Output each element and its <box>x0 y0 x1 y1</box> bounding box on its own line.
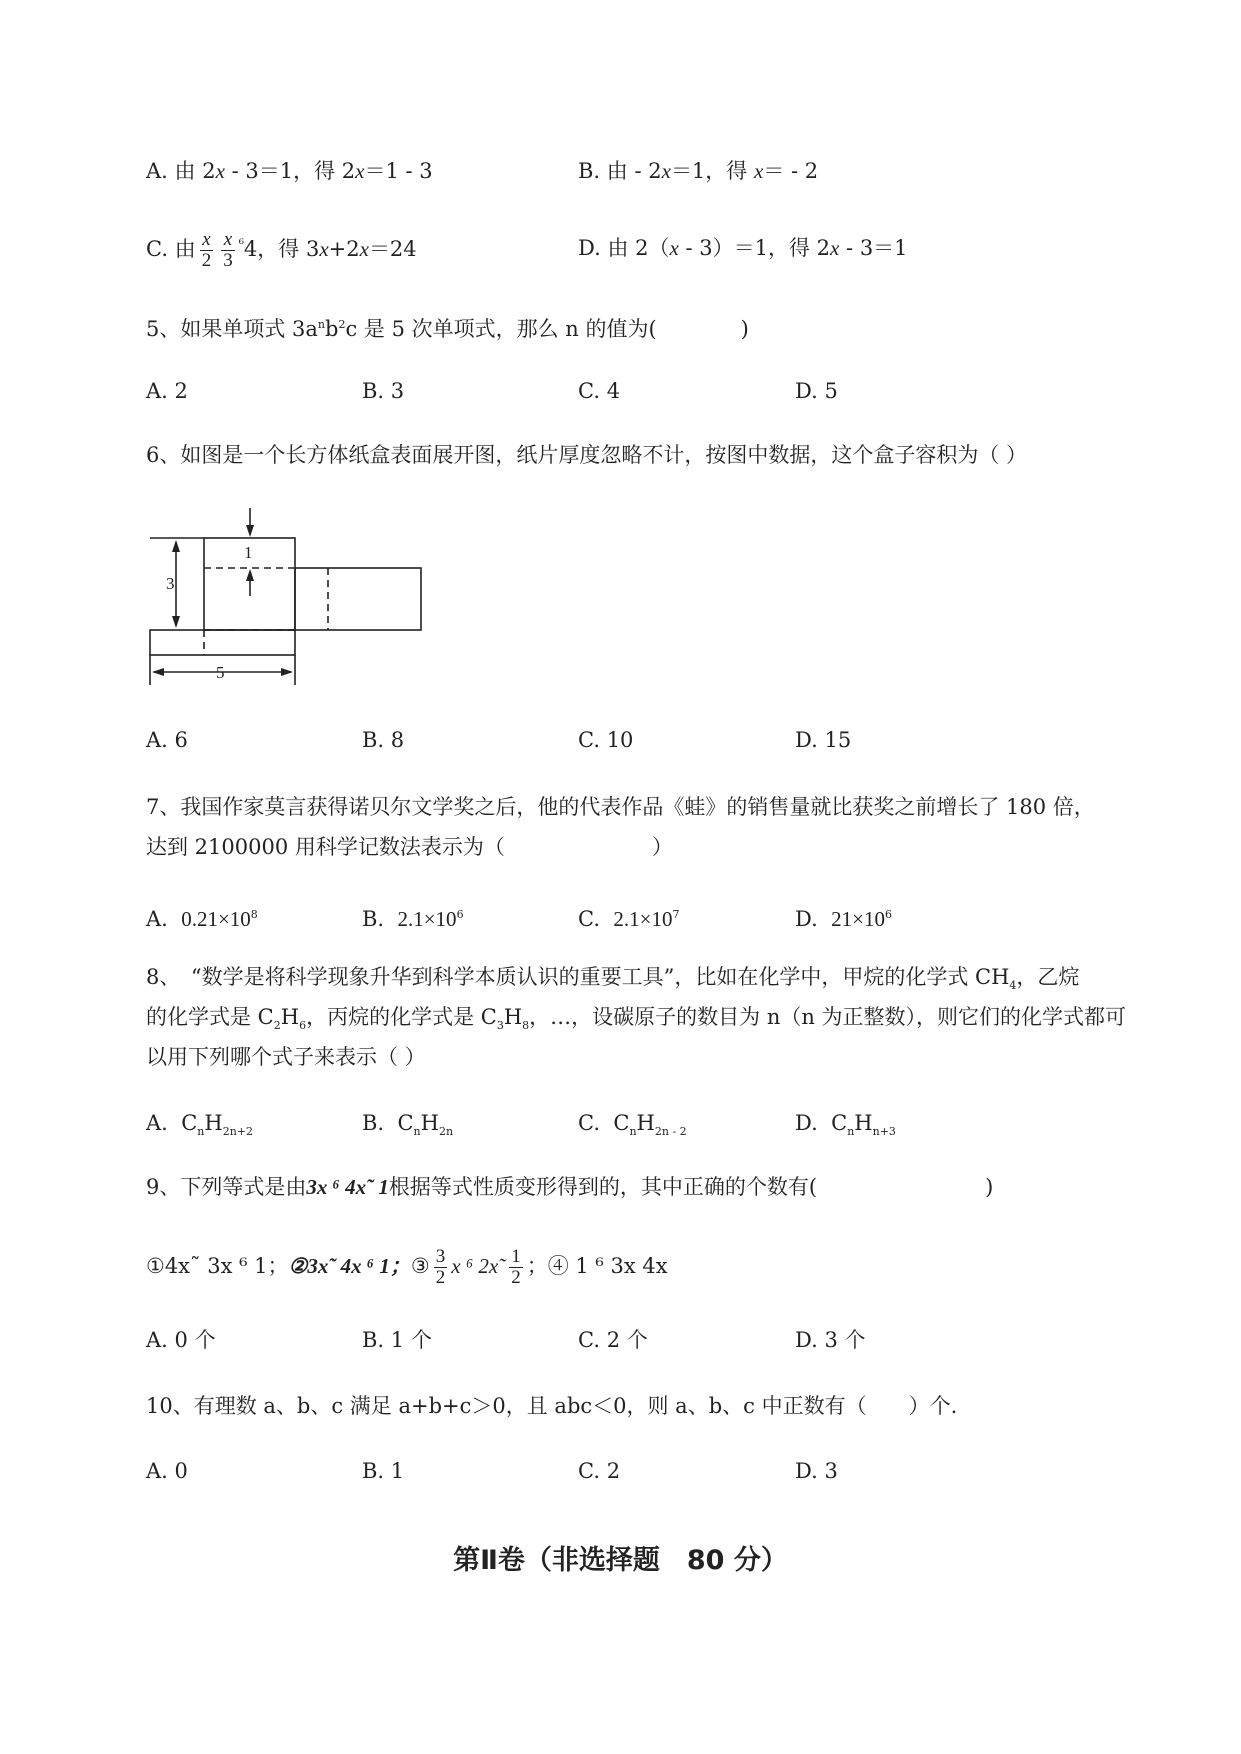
q5-sup: 2 <box>338 318 346 331</box>
q9-option-c <box>578 1325 648 1355</box>
q8-option-c <box>578 1108 687 1147</box>
option-label: B. <box>362 728 385 752</box>
q4-option-b <box>578 156 818 186</box>
q9-item-4: ④ 1 ⁶ 3x 4x <box>547 1254 668 1278</box>
q9-items <box>146 1246 668 1288</box>
q8-text: ，…，设碳原子的数目为 n（n 为正整数），则它们的化学式都可 <box>529 1005 1127 1029</box>
garbled-glyph: ⁶ <box>238 237 244 252</box>
q5-option-b <box>362 376 404 406</box>
option-value: 2 <box>174 379 188 403</box>
var-x: x <box>359 237 369 261</box>
q10-option-b <box>362 1456 404 1486</box>
frac-den: 3 <box>223 250 233 271</box>
option-label: D. <box>795 728 818 752</box>
exponent: 7 <box>672 908 680 921</box>
q9-item-1: ①4x˜ 3x ⁶ 1； <box>146 1254 289 1278</box>
q9-item-3: ③ <box>410 1254 430 1278</box>
exponent: 6 <box>884 908 892 921</box>
option-label: C. <box>578 1328 600 1352</box>
q4-option-c <box>146 230 417 271</box>
q9-stem <box>146 1172 993 1202</box>
formula: C <box>397 1111 414 1135</box>
q5-option-d <box>795 376 838 406</box>
q8-text: ，乙烷 <box>1016 965 1080 989</box>
q9-equation: 3x ⁶ 4x˜ 1 <box>306 1175 389 1199</box>
var-x: x <box>669 236 679 260</box>
subscript: 2n - 2 <box>654 1125 687 1139</box>
q4-option-d <box>578 233 908 263</box>
option-label: D. <box>578 236 601 260</box>
q7-stem-line1: 7、我国作家莫言获得诺贝尔文学奖之后，他的代表作品《蛙》的销售量就比获奖之前增长了 180 倍， <box>146 795 1095 819</box>
option-value: 1 个 <box>390 1328 432 1352</box>
q5-text: 5、如果单项式 3a <box>146 317 318 341</box>
arrow-down-icon <box>246 525 254 537</box>
option-label: B. <box>362 1328 385 1352</box>
q4-a-text: - 3＝1，得 2 <box>224 159 356 183</box>
option-value: 8 <box>390 728 405 752</box>
label-5: 5 <box>216 663 225 682</box>
net-face-right <box>295 568 421 630</box>
var-x: x <box>830 236 840 260</box>
option-value: 2.1×10 <box>397 907 457 931</box>
option-label: A. <box>146 1111 168 1135</box>
fraction <box>509 1247 523 1288</box>
var-x: x <box>215 159 225 183</box>
subscript: n+3 <box>872 1125 896 1139</box>
option-value: 5 <box>824 379 838 403</box>
option-value: 3 个 <box>824 1328 866 1352</box>
q10-option-c <box>578 1456 620 1486</box>
option-label: A. <box>146 907 168 931</box>
arrow-up-icon <box>172 540 180 552</box>
option-label: D. <box>795 1111 818 1135</box>
option-value: 0 <box>174 1459 188 1483</box>
q5-sup: n <box>317 318 326 331</box>
q7-option-d <box>795 900 892 934</box>
q9-option-d <box>795 1325 866 1355</box>
q7-option-c <box>578 900 679 934</box>
formula: H <box>636 1111 655 1135</box>
option-value: 0.21×10 <box>181 907 251 931</box>
arrow-down-icon <box>172 616 180 628</box>
label-1: 1 <box>244 543 253 562</box>
q4-option-a <box>146 156 433 186</box>
q9-option-a <box>146 1325 216 1355</box>
fraction <box>200 230 214 271</box>
formula: H <box>204 1111 223 1135</box>
option-label: A. <box>146 379 168 403</box>
option-value: 1 <box>390 1459 405 1483</box>
q8-stem-line1 <box>146 962 1079 1001</box>
var-x: x <box>661 159 671 183</box>
q7-stem-line2: 达到 2100000 用科学记数法表示为（ ） <box>146 835 673 859</box>
option-value: 15 <box>824 728 852 752</box>
subscript: 8 <box>522 1019 530 1033</box>
q10-stem: 10、有理数 a、b、c 满足 a+b+c＞0，且 abc＜0，则 a、b、c 中正数有（ ）个. <box>146 1394 958 1418</box>
frac-den: 2 <box>435 1267 446 1288</box>
q5-option-a <box>146 376 188 406</box>
subscript: 6 <box>299 1019 307 1033</box>
subscript: n <box>629 1125 637 1139</box>
option-value: 10 <box>606 728 634 752</box>
option-value: 3 <box>390 379 405 403</box>
section-title: 第Ⅱ卷（非选择题 80 分） <box>453 1545 788 1576</box>
q7-option-a <box>146 900 258 934</box>
q4-d-text: 由 2（ <box>607 236 670 260</box>
option-value: 4 <box>606 379 621 403</box>
q9-item-3: ； <box>526 1254 548 1278</box>
option-label: A. <box>146 1459 168 1483</box>
option-label: C. <box>578 728 600 752</box>
q6-stem: 6、如图是一个长方体纸盒表面展开图，纸片厚度忽略不计，按图中数据，这个盒子容积为（ ） <box>146 443 1028 467</box>
q4-a-text: 由 2 <box>174 159 216 183</box>
subscript: 4 <box>1009 979 1017 993</box>
q4-a-text: ＝1 - 3 <box>364 159 433 183</box>
q8-text: H <box>503 1005 523 1029</box>
q8-text: 8、 “数学是将科学现象升华到科学本质认识的重要工具”，比如在化学中，甲烷的化学式 CH <box>146 965 1010 989</box>
q7-option-b <box>362 900 464 934</box>
q5-option-c <box>578 376 620 406</box>
subscript: 2n <box>438 1125 454 1139</box>
arrow-right-icon <box>281 668 293 676</box>
q4-d-text: - 3）＝1，得 2 <box>678 236 831 260</box>
subscript: 2 <box>273 1019 281 1033</box>
option-label: D. <box>795 379 818 403</box>
option-label: D. <box>795 1459 818 1483</box>
q8-stem-line2 <box>146 1002 1126 1041</box>
var-x: x <box>319 237 329 261</box>
option-value: 2 <box>606 1459 621 1483</box>
box-net-figure <box>140 500 430 700</box>
q8-option-d <box>795 1108 896 1147</box>
q10-option-d <box>795 1456 838 1486</box>
q9-item-3: x ⁶ 2x˜ <box>451 1254 506 1278</box>
exponent: 6 <box>456 908 464 921</box>
option-label: C. <box>578 907 600 931</box>
q9-text: 9、下列等式是由 <box>146 1175 307 1199</box>
frac-num: 3 <box>435 1246 446 1267</box>
q4-b-text: ＝ - 2 <box>763 159 819 183</box>
q6-option-b <box>362 725 404 755</box>
option-value: 2.1×10 <box>613 907 673 931</box>
subscript: 3 <box>496 1019 504 1033</box>
q5-text: b <box>325 317 339 341</box>
q4-c-text: ＝24 <box>368 237 417 261</box>
frac-num: x <box>200 230 214 251</box>
option-label: A. <box>146 1328 168 1352</box>
label-3: 3 <box>166 574 175 593</box>
option-label: C. <box>578 1459 600 1483</box>
option-value: 21×10 <box>831 907 885 931</box>
q4-c-text: 由 <box>174 237 196 261</box>
arrow-up-icon <box>246 569 254 581</box>
frac-den: 2 <box>201 250 212 271</box>
frac-den: 2 <box>511 1267 521 1288</box>
option-label: D. <box>795 907 818 931</box>
var-x: x <box>355 159 365 183</box>
q8-text: ，丙烷的化学式是 C <box>306 1005 497 1029</box>
option-label: B. <box>362 1111 385 1135</box>
var-x: x <box>753 159 764 183</box>
option-label: C. <box>578 379 600 403</box>
option-label: B. <box>362 379 385 403</box>
frac-num: 1 <box>511 1246 521 1267</box>
formula: C <box>613 1111 630 1135</box>
subscript: n <box>847 1125 855 1139</box>
option-label: C. <box>578 1111 600 1135</box>
formula: H <box>854 1111 873 1135</box>
formula: C <box>831 1111 848 1135</box>
formula: C <box>181 1111 198 1135</box>
q4-c-text: 4，得 3 <box>243 237 320 261</box>
fraction <box>221 230 235 271</box>
q5-stem <box>146 310 749 344</box>
q8-text: 的化学式是 C <box>146 1005 274 1029</box>
option-label: C. <box>146 237 168 261</box>
q4-c-text: +2 <box>328 237 360 261</box>
net-face-bottom <box>150 630 295 655</box>
q4-b-text: ＝1，得 <box>670 159 754 183</box>
q4-d-text: - 3＝1 <box>839 236 908 260</box>
q8-option-b <box>362 1108 453 1147</box>
q8-option-a <box>146 1108 253 1147</box>
option-value: 3 <box>824 1459 838 1483</box>
option-value: 0 个 <box>174 1328 216 1352</box>
q6-option-d <box>795 725 851 755</box>
q5-text: c 是 5 次单项式，那么 n 的值为( ) <box>345 317 749 341</box>
arrow-left-icon <box>152 668 164 676</box>
exponent: 8 <box>250 908 258 921</box>
fraction <box>434 1247 448 1288</box>
q9-item-2: ②3x˜ 4x ⁶ 1； <box>288 1254 411 1278</box>
q9-text: 根据等式性质变形得到的，其中正确的个数有( ) <box>388 1175 994 1199</box>
option-label: A. <box>146 159 168 183</box>
option-label: B. <box>362 907 385 931</box>
option-label: D. <box>795 1328 818 1352</box>
option-label: B. <box>362 1459 385 1483</box>
q8-text: H <box>280 1005 300 1029</box>
q6-option-a <box>146 725 188 755</box>
option-label: A. <box>146 728 168 752</box>
option-value: 6 <box>174 728 188 752</box>
subscript: 2n+2 <box>222 1125 254 1139</box>
option-label: B. <box>578 159 601 183</box>
subscript: n <box>413 1125 421 1139</box>
q10-option-a <box>146 1456 188 1486</box>
q9-option-b <box>362 1325 432 1355</box>
q8-stem-line3: 以用下列哪个式子来表示（ ） <box>146 1045 426 1069</box>
q4-b-text: 由 - 2 <box>606 159 662 183</box>
q6-option-c <box>578 725 633 755</box>
frac-num: x <box>221 230 235 251</box>
formula: H <box>420 1111 439 1135</box>
option-value: 2 个 <box>606 1328 648 1352</box>
subscript: n <box>197 1125 205 1139</box>
